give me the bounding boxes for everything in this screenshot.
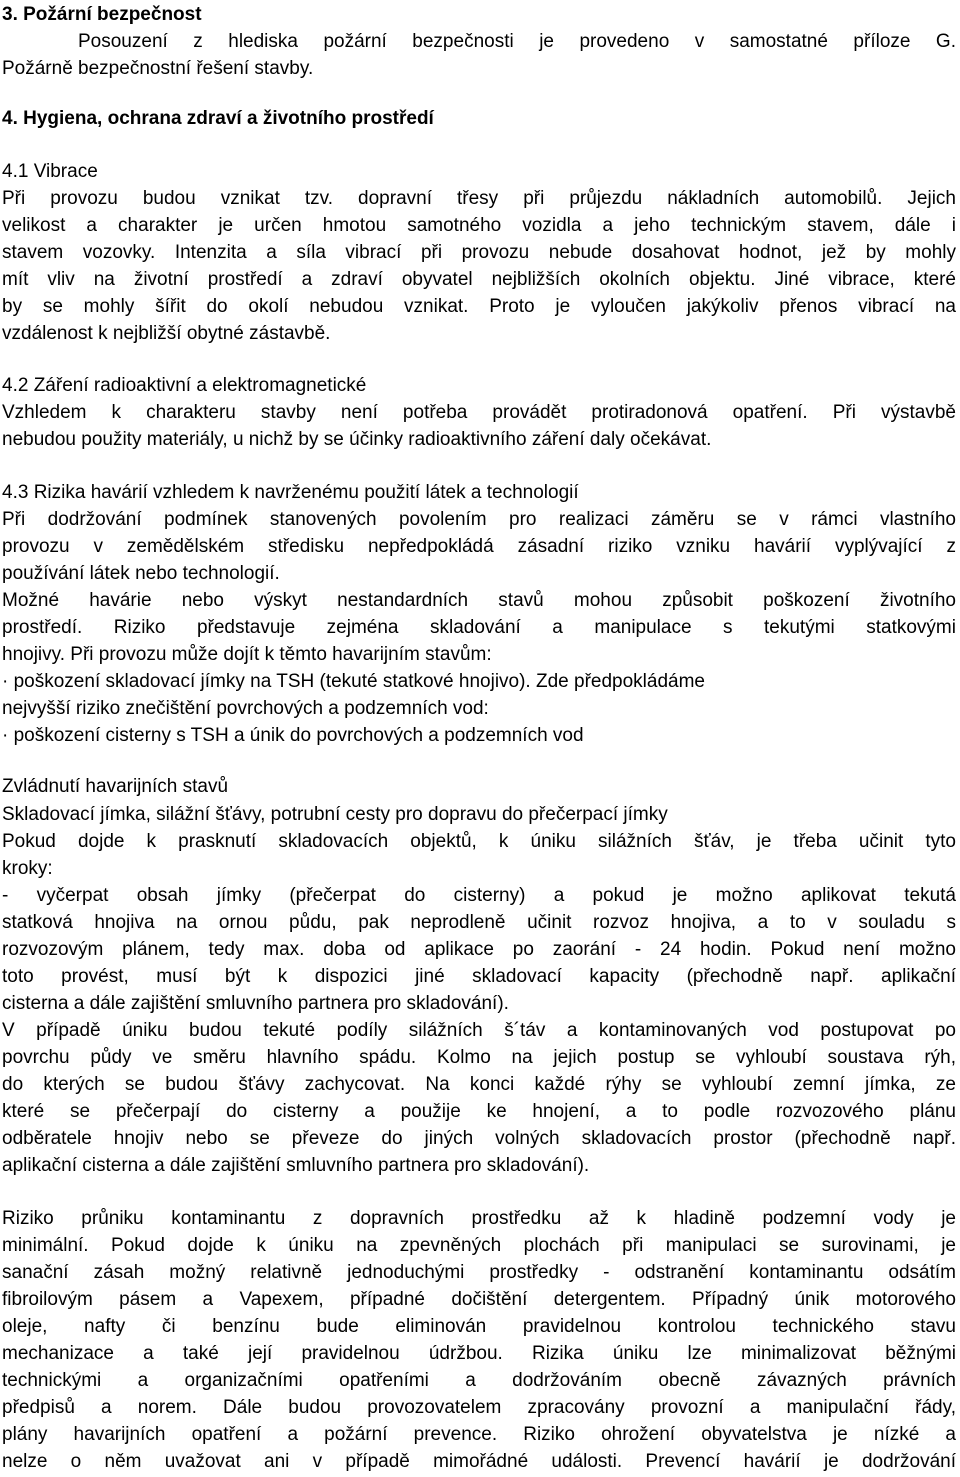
text-line: Požárně bezpečnostní řešení stavby. <box>2 58 314 79</box>
text-line: vzdálenost k nejbližší obytné zástavbě. <box>2 323 331 344</box>
section-heading: 3. Požární bezpečnost <box>2 4 202 25</box>
text-line: 4.1 Vibrace <box>2 161 98 182</box>
text-line: Možné havárie nebo výskyt nestandardních stavů mohou způsobit poškození životního <box>2 590 956 611</box>
text-line: sanační zásah možný relativně jednoduchými prostředky - odstranění kontaminantu odsátím <box>2 1262 956 1283</box>
text-line: plány havarijních opatření a požární prevence. Riziko ohrožení obyvatelstva je nízké a <box>2 1424 956 1445</box>
text-line: mechanizace a také její pravidelnou údržbou. Rizika úniku lze minimalizovat běžnými <box>2 1343 956 1364</box>
text-line: velikost a charakter je určen hmotou samotného vozidla a jeho technickým stavem, dále i <box>2 215 956 236</box>
text-line: minimální. Pokud dojde k úniku na zpevněných plochách při manipulaci se surovinami, je <box>2 1235 956 1256</box>
text-line: povrchu půdy ve směru hlavního spádu. Kolmo na jejich postup se vyhloubí soustava rýh, <box>2 1047 956 1068</box>
text-line: aplikační cisterna a dále zajištění smluvního partnera pro skladování). <box>2 1155 590 1176</box>
text-line: které se přečerpají do cisterny a použije ke hnojení, a to podle rozvozového plánu <box>2 1101 956 1122</box>
text-line: statková hnojiva na ornou půdu, pak neprodleně učinit rozvoz hnojiva, a to v souladu s <box>2 912 956 933</box>
text-line: cisterna a dále zajištění smluvního partnera pro skladování). <box>2 993 509 1014</box>
text-line: Při dodržování podmínek stanovených povolením pro realizaci záměru se v rámci vlastního <box>2 509 956 530</box>
text-line: do kterých se budou šťávy zachycovat. Na konci každé rýhy se vyhloubí zemní jímka, ze <box>2 1074 956 1095</box>
text-line: oleje, nafty či benzínu bude eliminován pravidelnou kontrolou technického stavu <box>2 1316 956 1337</box>
text-line: hnojivy. Při provozu může dojít k těmto havarijním stavům: <box>2 644 492 665</box>
text-line: - vyčerpat obsah jímky (přečerpat do cisterny) a pokud je možno aplikovat tekutá <box>2 885 956 906</box>
text-line: by se mohly šířit do okolí nebudou vznikat. Proto je vyloučen jakýkoliv přenos vibrací na <box>2 296 956 317</box>
text-line: předpisů a norem. Dále budou provozovatelem zpracovány provozní a manipulační řády, <box>2 1397 956 1418</box>
text-line: mít vliv na životní prostředí a zdraví obyvatel nejbližších okolních objektu. Jiné vibrace, které <box>2 269 956 290</box>
text-line: · poškození skladovací jímky na TSH (tekuté statkové hnojivo). Zde předpokládáme <box>2 671 705 692</box>
text-line: Pokud dojde k prasknutí skladovacích objektů, k úniku silážních šťáv, je třeba učinit tyto <box>2 831 956 852</box>
text-line: prostředí. Riziko představuje zejména skladování a manipulace s tekutými statkovými <box>2 617 956 638</box>
text-line: kroky: <box>2 858 53 879</box>
text-line: Vzhledem k charakteru stavby není potřeba provádět protiradonová opatření. Při výstavbě <box>2 402 956 423</box>
text-line: technickými a organizačními opatřeními a dodržováním obecně závazných právních <box>2 1370 956 1391</box>
text-line: · poškození cisterny s TSH a únik do povrchových a podzemních vod <box>2 725 584 746</box>
text-line: 4.3 Rizika havárií vzhledem k navrženému použití látek a technologií <box>2 482 579 503</box>
text-line: V případě úniku budou tekuté podíly silážních š´táv a kontaminovaných vod postupovat po <box>2 1020 956 1041</box>
text-line: nebudou použity materiály, u nichž by se účinky radioaktivního záření daly očekávat. <box>2 429 712 450</box>
text-line: Riziko průniku kontaminantu z dopravních prostředku až k hladině podzemní vody je <box>2 1208 956 1229</box>
text-line: Skladovací jímka, silážní šťávy, potrubní cesty pro dopravu do přečerpací jímky <box>2 804 668 825</box>
text-line: Při provozu budou vznikat tzv. dopravní třesy při průjezdu nákladních automobilů. Jejich <box>2 188 956 209</box>
text-line: rozvozovým plánem, tedy max. doba od aplikace po zaorání - 24 hodin. Pokud není možno <box>2 939 956 960</box>
text-line: odběratele hnojiv nebo se převeze do jiných volných skladovacích prostor (přechodně např. <box>2 1128 956 1149</box>
section-heading: 4. Hygiena, ochrana zdraví a životního prostředí <box>2 108 434 129</box>
text-line: toto provést, musí být k dispozici jiné skladovací kapacity (přechodně např. aplikační <box>2 966 956 987</box>
text-line: nelze o něm uvažovat ani v případě mimořádné události. Prevencí havárií je dodržování <box>2 1451 956 1472</box>
text-line: stavem vozovky. Intenzita a síla vibrací při provozu nebude dosahovat hodnot, jež by mohly <box>2 242 956 263</box>
text-line: Posouzení z hlediska požární bezpečnosti je provedeno v samostatné příloze G. <box>78 31 956 52</box>
text-line: 4.2 Záření radioaktivní a elektromagnetické <box>2 375 367 396</box>
text-line: fibroilovým pásem a Vapexem, případné dočištění detergentem. Případný únik motorového <box>2 1289 956 1310</box>
text-line: nejvyšší riziko znečištění povrchových a podzemních vod: <box>2 698 489 719</box>
text-line: Zvládnutí havarijních stavů <box>2 776 229 797</box>
text-line: používání látek nebo technologií. <box>2 563 280 584</box>
text-line: provozu v zemědělském středisku nepředpokládá zásadní riziko vzniku havárií vyplývající z <box>2 536 956 557</box>
